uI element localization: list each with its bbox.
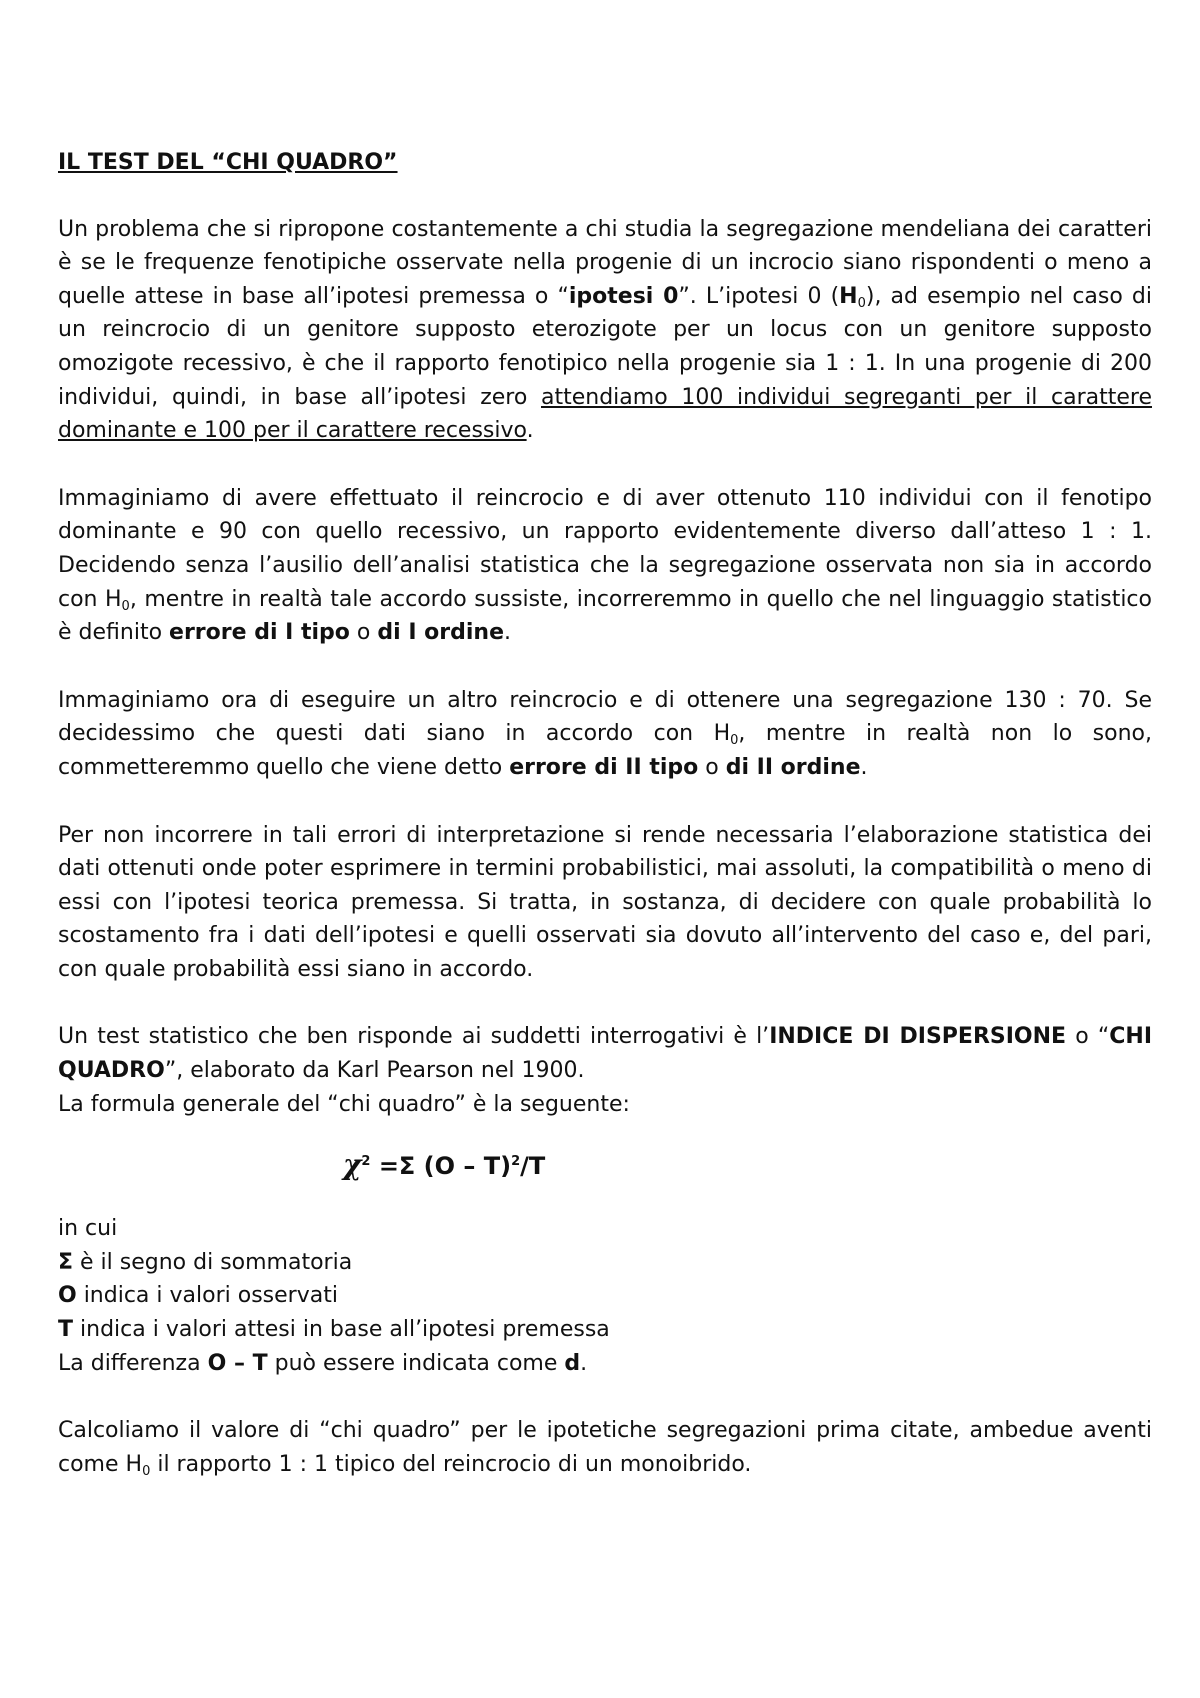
chi-square-formula: $\chi^2 =\Sigma$ (O – T)$^2$/T (343, 1148, 546, 1182)
legend-intro: in cui (58, 1216, 118, 1242)
chi-symbol: χ (343, 1148, 362, 1182)
formula-intro-line: La formula generale del “chi quadro” è la seguente: (58, 1091, 630, 1117)
paragraph-null-hypothesis: Un problema che si ripropone costantemente a chi studia la segregazione mendeliana dei caratteri è se le frequenze fenotipiche osservate nella progenie di un incrocio siano rispondenti o meno a quelle attese in base all’ipotesi premessa o “ipotesi 0”. L’ipotesi 0 $(H_0)$, ad esempio nel caso di un reincrocio di un genitore supposto eterozigote per un locus con un genitore supposto omozigote recessivo, è che il rapporto fenotipico nella progenie sia 1 : 1. In una progenie di 200 individui, quindi, in base all’ipotesi zero attendiamo 100 individui segreganti per il carattere dominante e 100 per il carattere recessivo. (58, 216, 1153, 444)
paragraph-type-one-error: Immaginiamo di avere effettuato il reincrocio e di aver ottenuto 110 individui con il fenotipo dominante e 90 con quello recessivo, un rapporto evidentemente diverso dall’atteso 1 : 1. Decidendo senza l’ausilio dell’analisi statistica che la segregazione osservata non sia in accordo con $H_0$, mentre in realtà tale accordo sussiste, incorreremmo in quello che nel linguaggio statistico è definito errore di I tipo o di I ordine. (58, 485, 1152, 646)
ipotesi-zero-term: ipotesi 0 (568, 283, 679, 309)
dispersion-index-term: INDICE DI DISPERSIONE (769, 1024, 1067, 1050)
paragraph-calculation: Calcoliamo il valore di “chi quadro” per le ipotetiche segregazioni prima citate, ambedue aventi come $H_0$ il rapporto 1 : 1 tipico del reincrocio di un monoibrido. (58, 1418, 1152, 1479)
paragraph-type-two-error: Immaginiamo ora di eseguire un altro reincrocio e di ottenere una segregazione 130 : 70. Se decidessimo che questi dati siano in accordo con $H_0$, mentre in realtà non lo sono, commetteremmo quello che viene detto errore di II tipo o di II ordine. (58, 687, 1152, 780)
underlined-expectation: attendiamo 100 individui segreganti per il carattere dominante e 100 per il carattere recessivo (58, 384, 1152, 444)
legend-item-difference: La differenza O – T può essere indicata come d. (58, 1350, 588, 1376)
type-one-error-term: errore di I tipo (169, 620, 350, 646)
chi-square-term: CHI QUADRO (58, 1024, 1153, 1084)
legend-item-sigma: Σ è il segno di sommatoria (58, 1249, 353, 1275)
legend-item-observed: O indica i valori osservati (58, 1283, 338, 1309)
first-order-term: di I ordine (377, 620, 505, 646)
document-title: IL TEST DEL “CHI QUADRO” (58, 150, 398, 175)
paragraph-chi-square-intro: Un test statistico che ben risponde ai suddetti interrogativi è l’INDICE DI DISPERSIONE o “CHI QUADRO”, elaborato da Karl Pearson nel 1900. La formula generale del “chi quadro” è la seguente: (58, 1020, 1152, 1121)
paragraph-statistical-analysis: Per non incorrere in tali errori di interpretazione si rende necessaria l’elaborazione statistica dei dati ottenuti onde poter esprimere in termini probabilistici, mai assoluti, la compatibilità o meno di essi con l’ipotesi teorica premessa. Si tratta, in sostanza, di decidere con quale probabilità lo scostamento fra i dati dell’ipotesi e quelli osservati sia dovuto all’intervento del caso e, del pari, con quale probabilità essi siano in accordo. (58, 822, 1152, 982)
type-two-error-term: errore di II tipo (509, 754, 699, 780)
document-page (58, 146, 1152, 1515)
formula-legend (58, 1212, 1152, 1380)
legend-item-expected: T indica i valori attesi in base all’ipotesi premessa (58, 1317, 610, 1343)
second-order-term: di II ordine (725, 754, 861, 780)
